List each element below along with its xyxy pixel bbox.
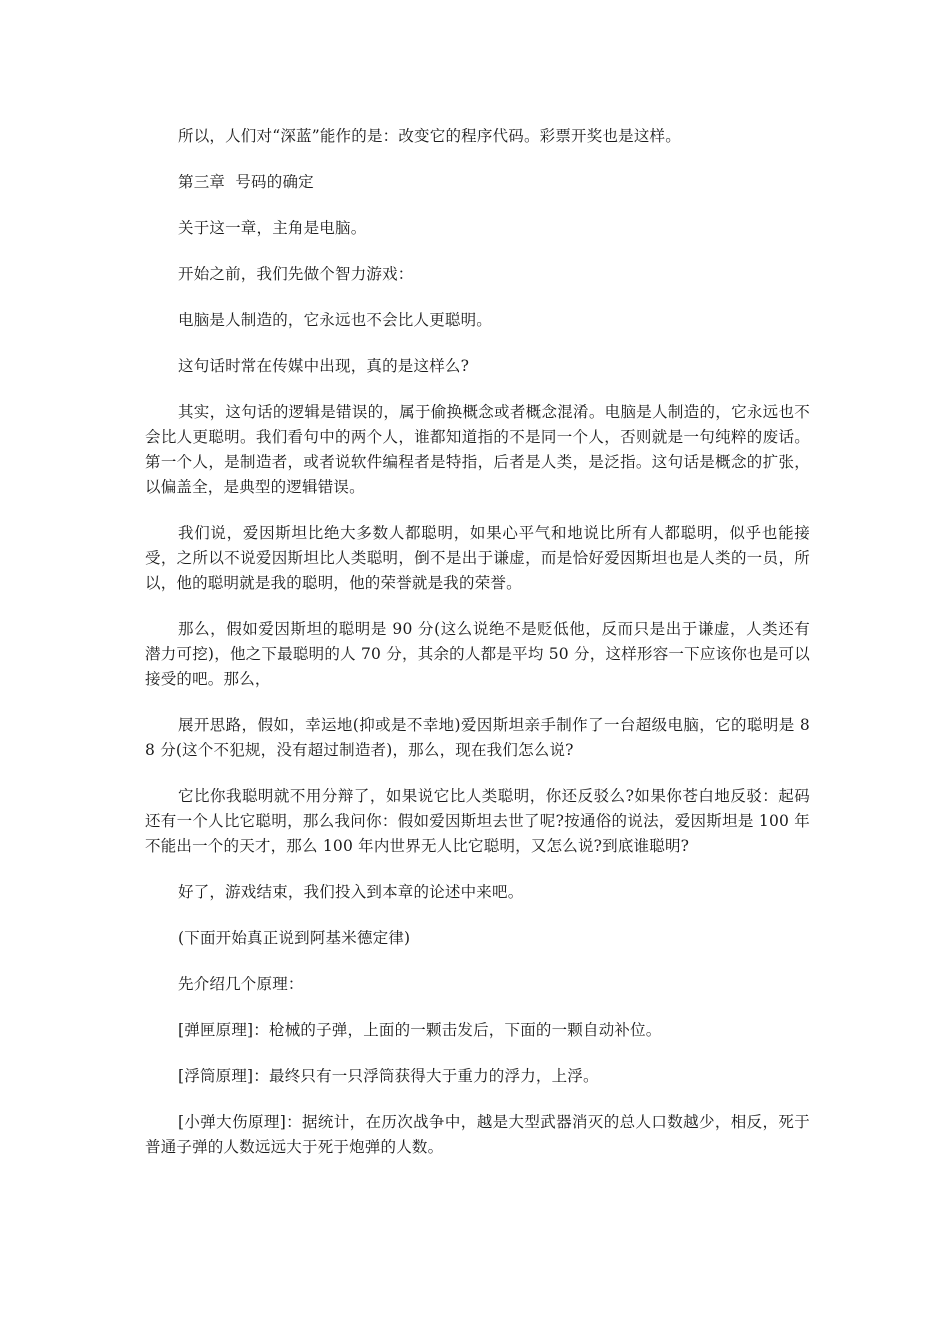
paragraph-statement: 电脑是人制造的，它永远也不会比人更聪明。 (178, 311, 493, 329)
paragraph-small-bullet-principle: [小弹大伤原理]：据统计，在历次战争中，越是大型武器消灭的总人口数越少，相反，死于普通子弹的人数远远大于死于炮弹的人数。 (145, 1113, 810, 1156)
paragraph-float-principle: [浮筒原理]：最终只有一只浮筒获得大于重力的浮力，上浮。 (178, 1067, 599, 1085)
paragraph-who-is-smarter: 它比你我聪明就不用分辩了，如果说它比人类聪明，你还反驳么?如果你苍白地反驳：起码还有一个人比它聪明，那么我问你：假如爱因斯坦去世了呢?按通俗的说法，爱因斯坦是 100 年不能出一个的天才，那么 100 年内世界无人比它聪明，又怎么说?到底谁聪明? (145, 787, 810, 855)
paragraph-question: 这句话时常在传媒中出现，真的是这样么? (178, 357, 470, 375)
paragraph-game-start: 开始之前，我们先做个智力游戏： (178, 265, 414, 283)
chapter-heading: 第三章 号码的确定 (178, 173, 314, 191)
document-body (145, 124, 810, 1181)
paragraph-deep-blue: 所以，人们对“深蓝”能作的是：改变它的程序代码。彩票开奖也是这样。 (178, 127, 681, 145)
paragraph-chapter-intro: 关于这一章，主角是电脑。 (178, 219, 367, 237)
paragraph-einstein: 我们说，爱因斯坦比绝大多数人都聪明，如果心平气和地说比所有人都聪明，似乎也能接受，之所以不说爱因斯坦比人类聪明，倒不是出于谦虚，而是恰好爱因斯坦也是人类的一员，所以，他的聪明就是我的聪明，他的荣誉就是我的荣誉。 (145, 524, 810, 592)
paragraph-logic-error: 其实，这句话的逻辑是错误的，属于偷换概念或者概念混淆。电脑是人制造的，它永远也不会比人更聪明。我们看句中的两个人，谁都知道指的不是同一个人，否则就是一句纯粹的废话。第一个人，是制造者，或者说软件编程者是特指，后者是人类，是泛指。这句话是概念的扩张，以偏盖全，是典型的逻辑错误。 (145, 403, 810, 496)
paragraph-principles-intro: 先介绍几个原理： (178, 975, 304, 993)
paragraph-score: 那么，假如爱因斯坦的聪明是 90 分(这么说绝不是贬低他，反而只是出于谦虚，人类还有潜力可挖)，他之下最聪明的人 70 分，其余的人都是平均 50 分，这样形容一下应该你也是可以接受的吧。那么， (145, 620, 810, 688)
paragraph-super-computer: 展开思路，假如，幸运地(抑或是不幸地)爱因斯坦亲手制作了一台超级电脑，它的聪明是 88 分(这个不犯规，没有超过制造者)，那么，现在我们怎么说? (145, 716, 810, 759)
paragraph-game-over: 好了，游戏结束，我们投入到本章的论述中来吧。 (178, 883, 524, 901)
paragraph-archimedes: (下面开始真正说到阿基米德定律) (178, 929, 411, 947)
paragraph-magazine-principle: [弹匣原理]：枪械的子弹，上面的一颗击发后，下面的一颗自动补位。 (178, 1021, 662, 1039)
